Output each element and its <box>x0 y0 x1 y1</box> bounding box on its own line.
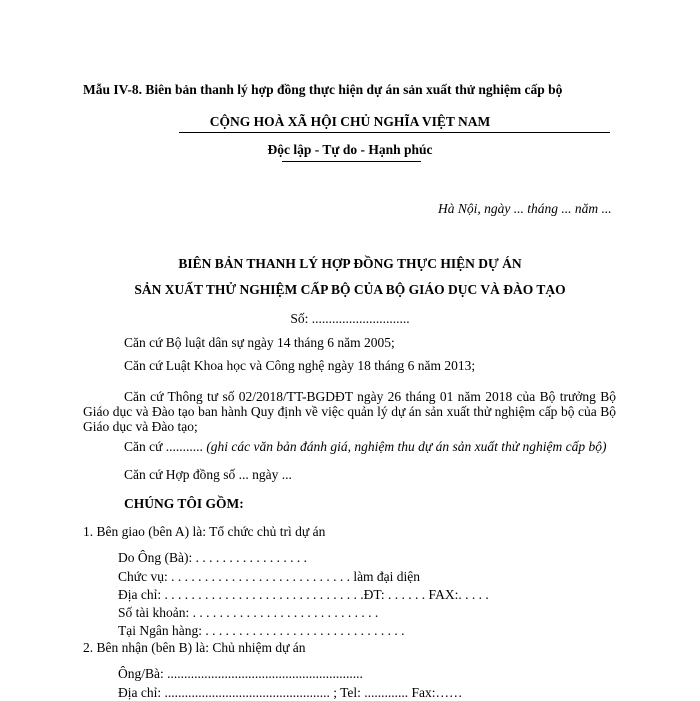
motto-underline <box>282 161 421 162</box>
basis-science-law: Căn cứ Luật Khoa học và Công nghệ ngày 18 tháng 6 năm 2013; <box>124 358 476 373</box>
basis-other-note: (ghi các văn bản đánh giá, nghiệm thu dự án sản xuất thử nghiệm cấp bộ) <box>206 439 607 454</box>
party-a-account: Số tài khoản: . . . . . . . . . . . . . . . . . . . . . . . . . . . . <box>118 605 379 620</box>
document-number: Số: ............................. <box>290 311 410 326</box>
we-include-heading: CHÚNG TÔI GỒM: <box>124 496 244 511</box>
form-title <box>83 82 562 98</box>
party-a-represented-by: Do Ông (Bà): . . . . . . . . . . . . . . . . . <box>118 550 307 565</box>
party-b-heading: 2. Bên nhận (bên B) là: Chủ nhiệm dự án <box>83 640 306 655</box>
place-date: Hà Nội, ngày ... tháng ... năm ... <box>438 201 612 216</box>
party-b-address: Địa chỉ: ................................................. ; Tel: ............. Fax:…… <box>118 685 463 700</box>
motto: Độc lập - Tự do - Hạnh phúc <box>267 142 433 157</box>
party-a-position: Chức vụ: . . . . . . . . . . . . . . . . . . . . . . . . . . . làm đại diện <box>118 569 421 584</box>
party-a-address: Địa chỉ: . . . . . . . . . . . . . . . . . . . . . . . . . . . . . .ĐT: . . . . . . FAX:. . . . . <box>118 587 489 602</box>
basis-other-prefix: Căn cứ ........... <box>124 439 207 454</box>
nation-header: CỘNG HOÀ XÃ HỘI CHỦ NGHĨA VIỆT NAM <box>209 114 491 129</box>
form-title-label: Mẫu IV-8. <box>83 82 142 97</box>
nation-underline <box>179 132 610 133</box>
party-a-bank: Tại Ngân hàng: . . . . . . . . . . . . . . . . . . . . . . . . . . . . . . <box>118 623 405 638</box>
basis-circular: Căn cứ Thông tư số 02/2018/TT-BGDĐT ngày 26 tháng 01 năm 2018 của Bộ trưởng Bộ Giáo dục và Đào tạo ban hành Quy định về việc quản lý dự án sản xuất thử nghiệm cấp bộ của Bộ Giáo dục và Đào tạo; <box>83 389 616 434</box>
basis-other <box>124 439 606 455</box>
basis-civil-code: Căn cứ Bộ luật dân sự ngày 14 tháng 6 năm 2005; <box>124 335 395 350</box>
form-title-text: Biên bản thanh lý hợp đồng thực hiện dự án sản xuất thử nghiệm cấp bộ <box>145 82 563 97</box>
party-a-heading: 1. Bên giao (bên A) là: Tổ chức chủ trì dự án <box>83 524 326 539</box>
basis-contract: Căn cứ Hợp đồng số ... ngày ... <box>124 467 292 482</box>
party-b-name: Ông/Bà: .......................................................... <box>118 666 363 681</box>
document-title-line-1: BIÊN BẢN THANH LÝ HỢP ĐỒNG THỰC HIỆN DỰ ÁN <box>178 256 522 271</box>
document-title-line-2: SẢN XUẤT THỬ NGHIỆM CẤP BỘ CỦA BỘ GIÁO DỤC VÀ ĐÀO TẠO <box>134 282 566 297</box>
